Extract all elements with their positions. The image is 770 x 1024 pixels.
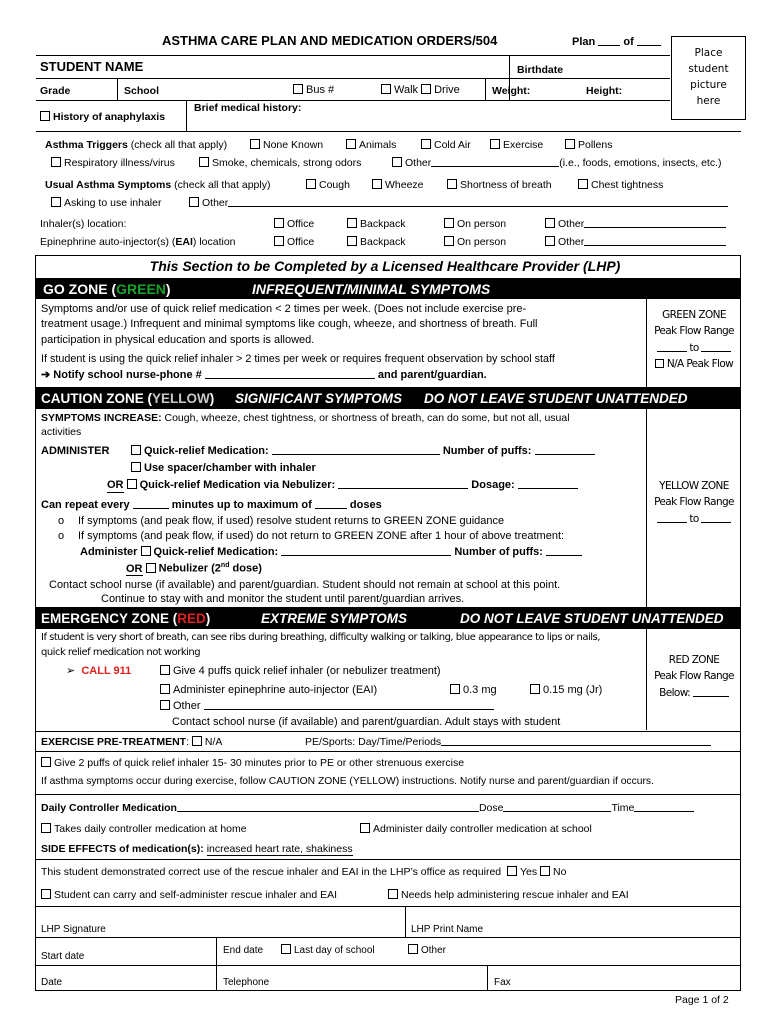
inhaler-other-checkbox[interactable] (545, 218, 555, 228)
caution-zone-warning: DO NOT LEAVE STUDENT UNATTENDED (424, 391, 688, 406)
symptom-asking-checkbox[interactable] (51, 197, 61, 207)
emergency-zone-heading: EXTREME SYMPTOMS (261, 611, 408, 626)
green-na-checkbox[interactable] (655, 359, 664, 368)
yellow-zone-panel: YELLOW ZONE Peak Flow Range to (654, 480, 734, 525)
caution-nebulizer2-checkbox[interactable] (146, 563, 156, 573)
plan-number: Plan of (572, 36, 661, 49)
caution-repeat: Can repeat every minutes up to maximum of doses (41, 499, 382, 511)
symptom-chest[interactable]: Chest tightness (578, 179, 663, 191)
walk-checkbox[interactable] (381, 84, 391, 94)
emergency-contact: Contact school nurse (if available) and parent/guardian. Adult stays with student (172, 716, 561, 728)
epi-office[interactable]: Office (274, 236, 314, 248)
walk-option[interactable]: Walk Drive (381, 84, 460, 97)
emergency-administer-epi[interactable]: Administer epinephrine auto-injector (EAI) (160, 684, 377, 697)
bus-checkbox[interactable] (293, 84, 303, 94)
emergency-desc2: quick relief medication not working (41, 647, 201, 658)
trigger-cold-air[interactable]: Cold Air (421, 139, 471, 151)
lhp-print-label: LHP Print Name (411, 924, 484, 935)
symptom-shortness[interactable]: Shortness of breath (447, 179, 552, 191)
caution-dosage-field[interactable] (518, 479, 578, 489)
caution-med2-field[interactable] (281, 546, 451, 556)
end-other-option[interactable]: Other (408, 944, 446, 957)
demo-yes-checkbox[interactable] (507, 866, 517, 876)
lhp-signature-label: LHP Signature (41, 924, 106, 935)
go-zone-line2: treatment usage.) Infrequent and minimal symptoms like cough, wheeze, and shortness of breath. Full (41, 318, 538, 330)
caution-spacer-checkbox[interactable] (131, 462, 141, 472)
green-na-option[interactable]: N/A Peak Flow (648, 356, 740, 372)
go-zone-heading: INFREQUENT/MINIMAL SYMPTOMS (252, 281, 491, 297)
controller-label: Daily Controller Medication Dose Time (41, 802, 694, 814)
student-photo-box[interactable]: Place student picture here (671, 36, 746, 120)
inhaler-office-checkbox[interactable] (274, 218, 284, 228)
caution-puffs2-field[interactable] (546, 546, 582, 556)
controller-dose-field[interactable] (503, 802, 611, 812)
needs-help-checkbox[interactable] (388, 889, 398, 899)
controller-med-field[interactable] (177, 802, 479, 812)
emergency-call: ➢ CALL 911 (66, 665, 132, 677)
trigger-respiratory[interactable]: Respiratory illness/virus (51, 157, 175, 169)
brief-history-label: Brief medical history: (194, 102, 302, 114)
controller-home-checkbox[interactable] (41, 823, 51, 833)
trigger-exercise-checkbox[interactable] (490, 139, 500, 149)
caution-med-field[interactable] (272, 445, 440, 455)
symptom-shortness-checkbox[interactable] (447, 179, 457, 189)
caution-nebulizer2[interactable]: OR Nebulizer (2nd dose) (126, 562, 262, 575)
inhaler-backpack[interactable]: Backpack (347, 218, 406, 230)
trigger-cold-checkbox[interactable] (421, 139, 431, 149)
triggers-row1: Asthma Triggers (check all that apply) (45, 139, 228, 151)
go-zone-label: GO ZONE (GREEN) (43, 281, 171, 297)
caution-zone-heading: SIGNIFICANT SYMPTOMS (235, 391, 403, 406)
exercise-give2-checkbox[interactable] (41, 757, 51, 767)
school-label: School (124, 85, 160, 97)
caution-zone-label: CAUTION ZONE (YELLOW) (41, 391, 215, 406)
epi-other[interactable]: Other (545, 236, 726, 248)
go-zone-line4: If student is using the quick relief inhaler > 2 times per week or requires frequent observation by school staff (41, 353, 555, 365)
controller-school[interactable]: Administer daily controller medication at school (360, 823, 592, 835)
yellow-peak-high[interactable] (701, 513, 731, 523)
epi-location-label: Epinephrine auto-injector(s) (EAI) location (40, 236, 236, 248)
go-zone-line3: participation in physical education and sports is allowed. (41, 334, 315, 346)
caution-contact1: Contact school nurse (if available) and parent/guardian. Student should not remain at school at this point. (49, 579, 561, 591)
epi-backpack[interactable]: Backpack (347, 236, 406, 248)
symptoms-label: Usual Asthma Symptoms (check all that apply) (45, 179, 271, 191)
trigger-pollens-checkbox[interactable] (565, 139, 575, 149)
weight-label: Weight: (492, 85, 531, 97)
exercise-label: EXERCISE PRE-TREATMENT: N/A (41, 736, 223, 748)
green-zone-panel: GREEN ZONE Peak Flow Range to N/A Peak Flow (648, 307, 740, 372)
side-effects: SIDE EFFECTS of medication(s): increased heart rate, shakiness (41, 843, 353, 855)
trigger-other[interactable]: Other (i.e., foods, emotions, insects, etc.) (392, 157, 722, 169)
caution-increase-line2: activities (41, 426, 82, 438)
trigger-none-known[interactable]: None Known (250, 139, 323, 151)
caution-nebulizer[interactable]: OR Quick-relief Medication via Nebulizer: Dosage: (107, 479, 578, 493)
caution-quick-relief2-checkbox[interactable] (141, 546, 151, 556)
birthdate-label: Birthdate (517, 64, 564, 76)
caution-spacer[interactable]: Use spacer/chamber with inhaler (131, 462, 316, 475)
green-peak-low[interactable] (657, 342, 687, 352)
inhaler-other-field[interactable] (584, 218, 726, 228)
trigger-smoke-checkbox[interactable] (199, 157, 209, 167)
emergency-dose-03[interactable]: 0.3 mg (450, 684, 497, 697)
trigger-exercise[interactable]: Exercise (490, 139, 543, 151)
dose-015-checkbox[interactable] (530, 684, 540, 694)
caution-zone-band (35, 387, 740, 409)
epi-on-person-checkbox[interactable] (444, 236, 454, 246)
epi-other-checkbox[interactable] (545, 236, 555, 246)
end-date-label: End date (223, 945, 264, 956)
inhaler-other[interactable]: Other (545, 218, 726, 230)
page-number: Page 1 of 2 (675, 994, 729, 1006)
red-peak-below[interactable] (693, 687, 729, 697)
emergency-give-puffs[interactable]: Give 4 puffs quick relief inhaler (or nebulizer treatment) (160, 665, 441, 678)
caution-quick-relief[interactable]: Quick-relief Medication: Number of puffs: (131, 445, 595, 458)
trigger-other-field[interactable] (431, 157, 559, 167)
symptom-chest-checkbox[interactable] (578, 179, 588, 189)
symptom-cough[interactable]: Cough (306, 179, 350, 191)
caution-nebulizer-checkbox[interactable] (127, 479, 137, 489)
controller-school-checkbox[interactable] (360, 823, 370, 833)
exercise-give2[interactable]: Give 2 puffs of quick relief inhaler 15- 30 minutes prior to PE or other strenuous exercise (41, 757, 464, 769)
trigger-other-checkbox[interactable] (392, 157, 402, 167)
trigger-none-checkbox[interactable] (250, 139, 260, 149)
trigger-pollens[interactable]: Pollens (565, 139, 612, 151)
exercise-na-checkbox[interactable] (192, 736, 202, 746)
end-other-checkbox[interactable] (408, 944, 418, 954)
caution-bullet2: o If symptoms (and peak flow, if used) do not return to GREEN ZONE after 1 hour of above treatment: (58, 530, 565, 542)
red-zone-panel: RED ZONE Peak Flow Range Below: (654, 654, 734, 699)
student-name-label: STUDENT NAME (40, 59, 144, 74)
green-peak-high[interactable] (701, 342, 731, 352)
epi-on-person[interactable]: On person (444, 236, 506, 248)
go-zone-notify: ➔ Notify school nurse-phone # and parent/guardian. (41, 369, 487, 381)
height-label: Height: (586, 85, 623, 97)
emergency-zone-label: EMERGENCY ZONE (RED) (41, 611, 211, 626)
symptom-wheeze[interactable]: Wheeze (372, 179, 424, 191)
epi-backpack-checkbox[interactable] (347, 236, 357, 246)
caution-administer2: Administer Quick-relief Medication: Number of puffs: (80, 546, 582, 559)
start-date-label: Start date (41, 951, 85, 962)
caution-administer-label: ADMINISTER (41, 445, 110, 457)
plan-field[interactable] (598, 36, 620, 46)
epi-other-field[interactable] (584, 236, 726, 246)
controller-time-field[interactable] (634, 802, 694, 812)
trigger-animals-checkbox[interactable] (346, 139, 356, 149)
lhp-section-title: This Section to be Completed by a Licensed Healthcare Provider (LHP) (149, 258, 621, 274)
symptom-wheeze-checkbox[interactable] (372, 179, 382, 189)
needs-help-option[interactable]: Needs help administering rescue inhaler and EAI (388, 889, 629, 901)
inhaler-location-label: Inhaler(s) location: (40, 218, 127, 230)
repeat-minutes-field[interactable] (133, 499, 169, 509)
trigger-animals[interactable]: Animals (346, 139, 396, 151)
pe-periods-field[interactable] (441, 736, 711, 746)
last-day-checkbox[interactable] (281, 944, 291, 954)
yellow-peak-low[interactable] (657, 513, 687, 523)
last-day-option[interactable]: Last day of school (281, 944, 375, 957)
emergency-give-puffs-checkbox[interactable] (160, 665, 170, 675)
symptom-other[interactable]: Other (189, 197, 728, 209)
form-title: ASTHMA CARE PLAN AND MEDICATION ORDERS/504 (162, 33, 498, 48)
emergency-epi-checkbox[interactable] (160, 684, 170, 694)
drive-checkbox[interactable] (421, 84, 431, 94)
symptom-other-checkbox[interactable] (189, 197, 199, 207)
grade-label: Grade (40, 85, 71, 97)
telephone-label: Telephone (223, 977, 270, 988)
fax-label: Fax (494, 977, 511, 988)
inhaler-on-person[interactable]: On person (444, 218, 506, 230)
symptom-other-field[interactable] (228, 197, 728, 207)
anaphylaxis-checkbox[interactable] (40, 111, 50, 121)
emergency-other[interactable]: Other (160, 700, 494, 713)
nurse-phone-field[interactable] (205, 369, 375, 379)
caution-puffs-field[interactable] (535, 445, 595, 455)
anaphylaxis-option[interactable]: History of anaphylaxis (40, 111, 165, 123)
dose-03-checkbox[interactable] (450, 684, 460, 694)
caution-contact2: Continue to stay with and monitor the student until parent/guardian arrives. (101, 593, 465, 605)
emergency-desc1: If student is very short of breath, can see ribs during breathing, difficulty walking or talking, blue appearance to lips or nails, (41, 632, 600, 643)
plan-total-field[interactable] (637, 36, 661, 46)
demo-no-checkbox[interactable] (540, 866, 550, 876)
self-admin-option[interactable]: Student can carry and self-administer rescue inhaler and EAI (41, 889, 337, 901)
repeat-doses-field[interactable] (315, 499, 347, 509)
go-zone-band (35, 278, 740, 299)
caution-quick-relief-checkbox[interactable] (131, 445, 141, 455)
epi-office-checkbox[interactable] (274, 236, 284, 246)
inhaler-office[interactable]: Office (274, 218, 314, 230)
emergency-dose-015[interactable]: 0.15 mg (Jr) (530, 684, 602, 697)
emergency-other-checkbox[interactable] (160, 700, 170, 710)
go-zone-line1: Symptoms and/or use of quick relief medication < 2 times per week. (Does not include exercise pre- (41, 303, 527, 315)
emergency-zone-warning: DO NOT LEAVE STUDENT UNATTENDED (460, 611, 724, 626)
symptom-asking[interactable]: Asking to use inhaler (51, 197, 161, 209)
caution-nebulizer-field[interactable] (338, 479, 468, 489)
emergency-zone-band (35, 607, 740, 629)
trigger-respiratory-checkbox[interactable] (51, 157, 61, 167)
controller-home[interactable]: Takes daily controller medication at home (41, 823, 247, 835)
caution-bullet1: o If symptoms (and peak flow, if used) resolve student returns to GREEN ZONE guidance (58, 515, 505, 527)
emergency-other-field[interactable] (204, 700, 494, 710)
symptom-cough-checkbox[interactable] (306, 179, 316, 189)
caution-increase-line1: SYMPTOMS INCREASE: Cough, wheeze, chest tightness, or shortness of breath, can do some, but not all, usual (41, 412, 570, 424)
demo-text: This student demonstrated correct use of the rescue inhaler and EAI in the LHP’s office as required Yes No (41, 866, 567, 878)
exercise-note: If asthma symptoms occur during exercise, follow CAUTION ZONE (YELLOW) instructions. Notify nurse and parent/guardian if occurs. (41, 776, 654, 787)
self-admin-checkbox[interactable] (41, 889, 51, 899)
bus-option[interactable]: Bus # (293, 84, 334, 97)
trigger-smoke[interactable]: Smoke, chemicals, strong odors (199, 157, 361, 169)
date-label: Date (41, 977, 63, 988)
exercise-pe: PE/Sports: Day/Time/Periods (305, 736, 711, 748)
inhaler-on-person-checkbox[interactable] (444, 218, 454, 228)
inhaler-backpack-checkbox[interactable] (347, 218, 357, 228)
